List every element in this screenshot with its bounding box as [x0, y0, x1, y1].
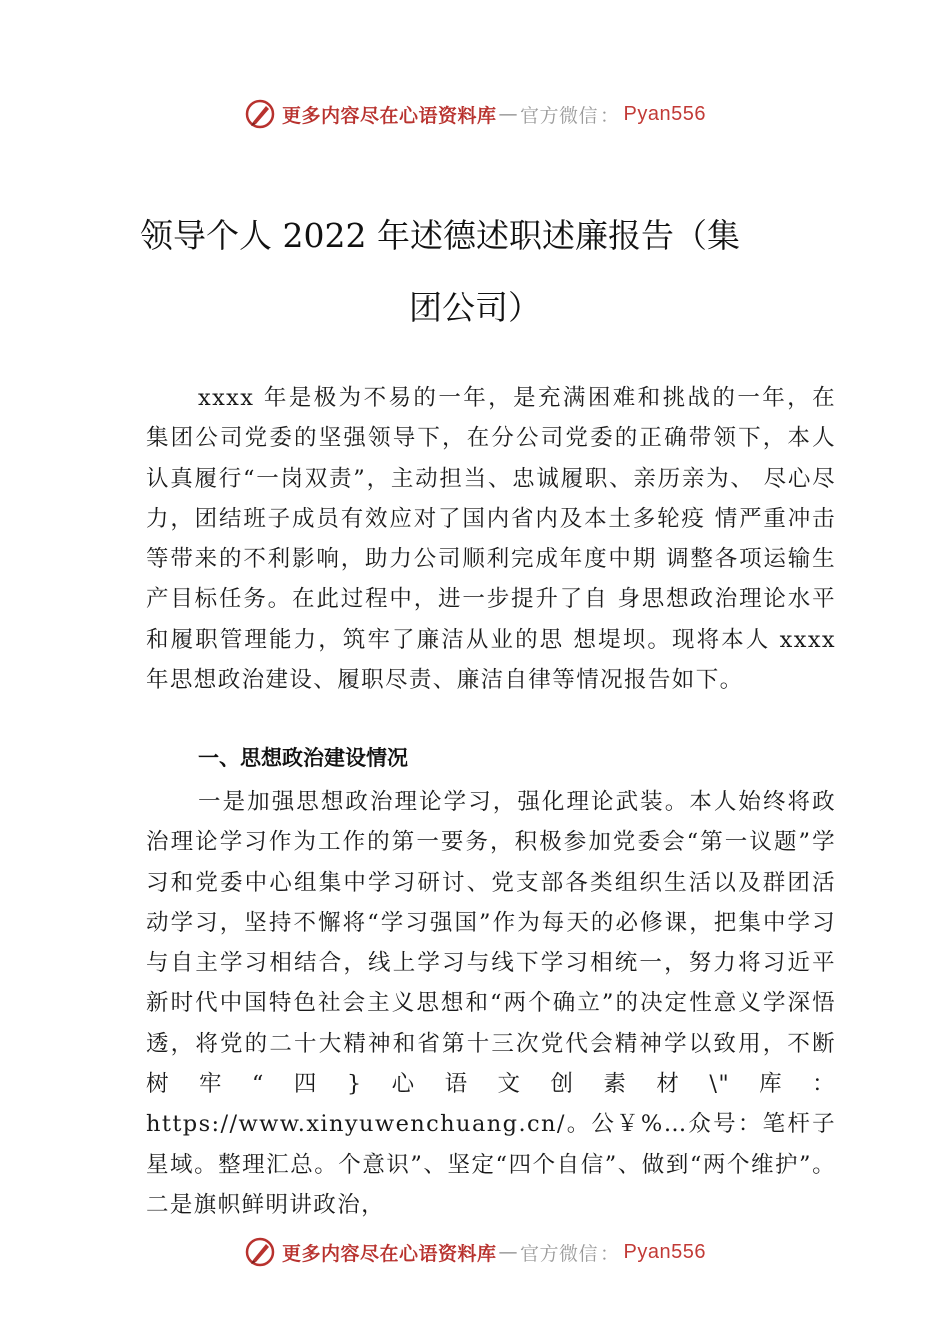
title-line-1: 领导个人 2022 年述德述职述廉报告（集	[140, 216, 740, 255]
watermark-colon: ：	[600, 104, 620, 127]
pen-seal-logo-icon	[244, 1236, 276, 1268]
title-line-2: 团公司）	[409, 288, 541, 327]
bottom-watermark-banner	[0, 1232, 950, 1272]
watermark-label: 官方微信	[520, 1242, 599, 1265]
watermark-wechat-id: Pyan556	[623, 102, 706, 125]
pen-seal-logo-icon	[244, 98, 276, 130]
top-watermark-banner	[0, 94, 950, 134]
watermark-dash: —	[498, 1241, 518, 1263]
document-title	[140, 200, 810, 344]
watermark-label: 官方微信	[520, 104, 599, 127]
watermark-dash: —	[498, 103, 518, 125]
watermark-brand: 更多内容尽在心语资料库	[281, 1242, 497, 1265]
section-heading: 一、思想政治建设情况	[198, 746, 408, 770]
watermark-colon: ：	[600, 1242, 620, 1265]
watermark-wechat-id: Pyan556	[623, 1240, 706, 1263]
section-paragraph: 一是加强思想政治理论学习，强化理论武装。本人始终将政治理论学习作为工作的第一要务，积极参加党委会“第一议题”学习和党委中心组集中学习研讨、党支部各类组织生活以及群团活动学习，坚持不懈将“学习强国”作为每天的必修课，把集中学习与自主学习相结合，线上学习与线下学习相统一，努力将习近平新时代中国特色社会主义思想和“两个确立”的决定性意义学深悟透，将党的二十大精神和省第十三次党代会精神学以致用，不断树牢“四}心语文创素材\"库：https://www.xinyuwenchuang.cn/。公￥%…众号：笔杆子星域。整理汇总。个意识”、坚定“四个自信”、做到“两个维护”。二是旗帜鲜明讲政治，	[146, 789, 836, 1218]
watermark-brand: 更多内容尽在心语资料库	[281, 104, 497, 127]
intro-paragraph: xxxx 年是极为不易的一年，是充满困难和挑战的一年，在集团公司党委的坚强领导下，在分公司党委的正确带领下，本人认真履行“一岗双责”，主动担当、忠诚履职、亲历亲为、 尽心尽力，团结班子成员有效应对了国内省内及本土多轮疫 情严重冲击等带来的不利影响，助力公司顺利完成年度中期 调整各项运输生产目标任务。在此过程中，进一步提升了自 身思想政治理论水平和履职管理能力，筑牢了廉洁从业的思 想堤坝。现将本人 xxxx 年思想政治建设、履职尽责、廉洁自律等情况报告如下。	[146, 385, 836, 694]
